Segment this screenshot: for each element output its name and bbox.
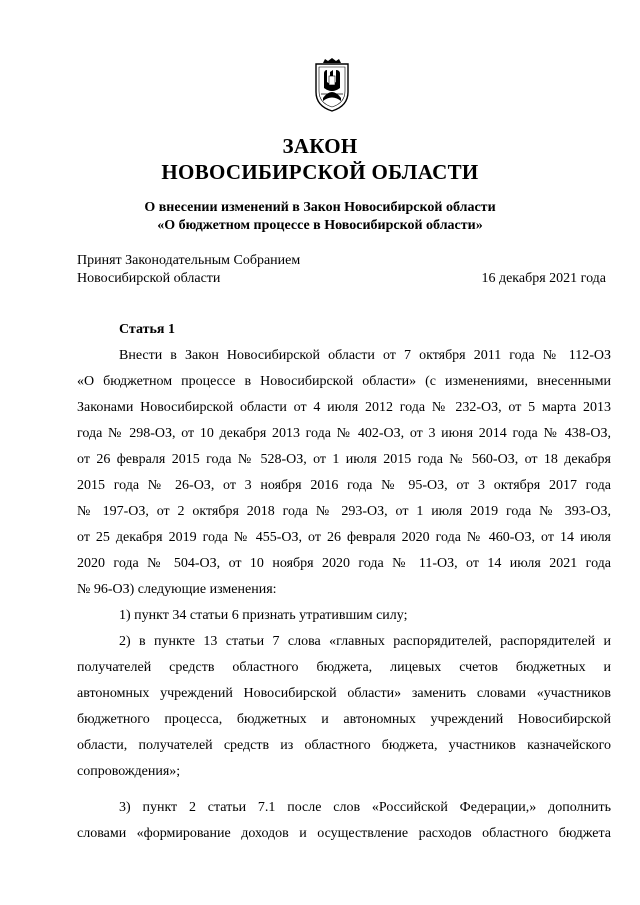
text-line: сопровождения»; bbox=[77, 764, 181, 779]
law-title: ЗАКОН bbox=[282, 134, 358, 158]
text-line: 3) пункт 2 статьи 7.1 после слов «Российской Федерации,» дополнить bbox=[119, 800, 611, 815]
text-line: от 26 февраля 2015 года № 528-ОЗ, от 1 июля 2015 года № 560-ОЗ, от 18 декабря bbox=[77, 452, 611, 467]
text-line: области, получателей средств из областного бюджета, участников казначейского bbox=[77, 738, 611, 753]
article-heading: Статья 1 bbox=[119, 322, 175, 337]
text-line: получателей средств областного бюджета, лицевых счетов бюджетных и bbox=[77, 660, 611, 675]
text-line: 1) пункт 34 статьи 6 признать утратившим силу; bbox=[119, 608, 408, 623]
text-line: № 197-ОЗ, от 2 октября 2018 года № 293-ОЗ, от 1 июля 2019 года № 393-ОЗ, bbox=[77, 504, 611, 519]
text-line: «О бюджетном процессе в Новосибирской области» (с изменениями, внесенными bbox=[77, 374, 611, 389]
law-region-title: НОВОСИБИРСКОЙ ОБЛАСТИ bbox=[161, 160, 479, 184]
law-subtitle-line-1: О внесении изменений в Закон Новосибирской области bbox=[144, 200, 496, 215]
text-line: от 25 декабря 2019 года № 455-ОЗ, от 26 февраля 2020 года № 460-ОЗ, от 14 июля bbox=[77, 530, 611, 545]
text-line: 2015 года № 26-ОЗ, от 3 ноября 2016 года № 95-ОЗ, от 3 октября 2017 года bbox=[77, 478, 611, 493]
text-line: автономных учреждений Новосибирской области» заменить словами «участников bbox=[77, 686, 611, 701]
adopted-by-line-1: Принят Законодательным Собранием bbox=[77, 253, 301, 268]
text-line: бюджетного процесса, бюджетных и автономных учреждений Новосибирской bbox=[77, 712, 611, 727]
text-line: Внести в Закон Новосибирской области от 7 октября 2011 года № 112-ОЗ bbox=[119, 348, 611, 363]
law-subtitle-line-2: «О бюджетном процессе в Новосибирской области» bbox=[157, 218, 483, 233]
text-line: № 96-ОЗ) следующие изменения: bbox=[77, 582, 277, 597]
text-line: Законами Новосибирской области от 4 июля 2012 года № 232-ОЗ, от 5 марта 2013 bbox=[77, 400, 611, 415]
coat-of-arms-icon bbox=[313, 58, 351, 112]
text-line: 2) в пункте 13 статьи 7 слова «главных распорядителей, распорядителей и bbox=[119, 634, 611, 649]
adoption-date: 16 декабря 2021 года bbox=[481, 271, 606, 286]
text-line: словами «формирование доходов и осуществление расходов областного бюджета bbox=[77, 826, 611, 841]
adopted-by-line-2: Новосибирской области bbox=[77, 271, 221, 286]
text-line: 2020 года № 504-ОЗ, от 10 ноября 2020 года № 11-ОЗ, от 14 июля 2021 года bbox=[77, 556, 611, 571]
text-line: года № 298-ОЗ, от 10 декабря 2013 года № 402-ОЗ, от 3 июня 2014 года № 438-ОЗ, bbox=[77, 426, 611, 441]
